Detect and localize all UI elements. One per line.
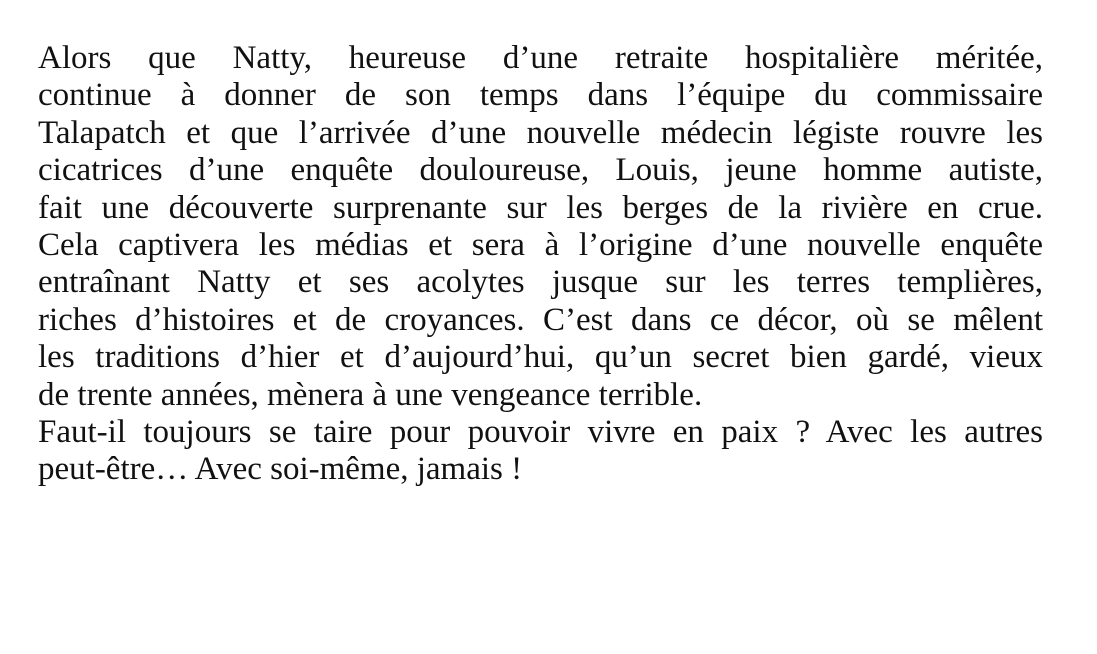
- text-line: Cela captivera les médias et sera à l’origine d’une nouvelle enquête: [38, 226, 1043, 263]
- text-line: continue à donner de son temps dans l’équipe du commissaire: [38, 77, 1043, 114]
- text-line: Alors que Natty, heureuse d’une retraite hospitalière méritée,: [38, 40, 1043, 76]
- paragraph-question: [38, 414, 1043, 489]
- paragraph-synopsis: [38, 40, 1043, 414]
- text-line: de trente années, mènera à une vengeance terrible.: [38, 376, 703, 413]
- text-line: fait une découverte surprenante sur les berges de la rivière en crue.: [38, 189, 1043, 226]
- text-line: les traditions d’hier et d’aujourd’hui, qu’un secret bien gardé, vieux: [38, 339, 1043, 376]
- text-line: peut-être… Avec soi-même, jamais !: [38, 451, 523, 488]
- text-line: Faut-il toujours se taire pour pouvoir vivre en paix ? Avec les autres: [38, 413, 1043, 450]
- body-text: [38, 40, 1043, 489]
- text-line: cicatrices d’une enquête douloureuse, Louis, jeune homme autiste,: [38, 152, 1043, 189]
- text-line: riches d’histoires et de croyances. C’est dans ce décor, où se mêlent: [38, 301, 1043, 338]
- text-line: entraînant Natty et ses acolytes jusque sur les terres templières,: [38, 264, 1043, 301]
- text-line: Talapatch et que l’arrivée d’une nouvelle médecin légiste rouvre les: [38, 114, 1043, 151]
